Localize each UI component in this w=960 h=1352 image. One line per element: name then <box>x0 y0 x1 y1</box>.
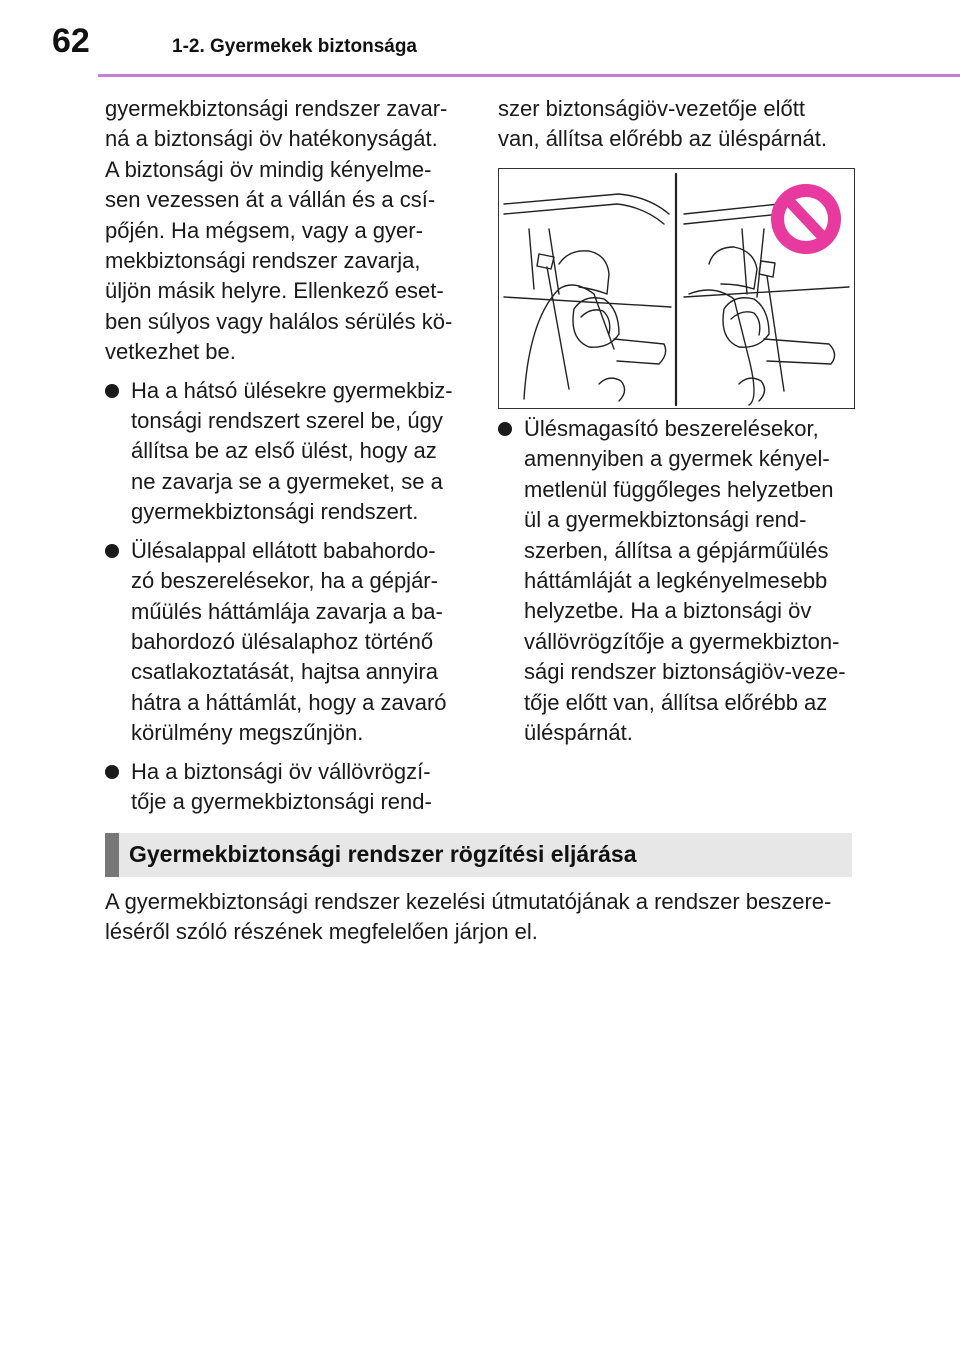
right-column <box>498 94 868 163</box>
text-line: ne zavarja se a gyermeket, se a <box>131 468 443 494</box>
text-line: zó beszerelésekor, ha a gépjár- <box>131 568 438 594</box>
text-line: vállövrögzítője a gyermekbizton- <box>524 628 840 654</box>
header-divider <box>98 74 960 77</box>
bullet-icon <box>105 384 119 398</box>
bullet-list <box>498 414 868 748</box>
text-line: pőjén. Ha mégsem, vagy a gyer- <box>105 217 423 243</box>
text-line: gyermekbiztonsági rendszer zavar- <box>105 96 448 121</box>
continuation-paragraph <box>498 94 868 155</box>
text-line: szer biztonságiöv-vezetője előtt <box>498 96 805 121</box>
section-body <box>105 887 865 948</box>
text-line: sági rendszer biztonságiöv-veze- <box>524 659 846 685</box>
bullet-item <box>105 376 485 528</box>
bullet-item <box>105 757 485 818</box>
text-line: Ha a hátsó ülésekre gyermekbiz- <box>131 377 453 403</box>
section-accent <box>105 833 119 877</box>
text-line: Ha a biztonsági öv vállövrögzí- <box>131 758 431 784</box>
section-title: Gyermekbiztonsági rendszer rögzítési eljárása <box>129 841 637 867</box>
text-line: ül a gyermekbiztonsági rend- <box>524 507 807 533</box>
left-column <box>105 94 485 825</box>
text-line: gyermekbiztonsági rendszert. <box>131 499 419 525</box>
text-line: tője a gyermekbiztonsági rend- <box>131 788 432 814</box>
bullet-item <box>105 536 485 749</box>
text-line: hátra a háttámlát, hogy a zavaró <box>131 689 447 715</box>
text-line: mekbiztonsági rendszer zavarja, <box>105 248 421 274</box>
text-line: amennyiben a gyermek kényel- <box>524 446 830 472</box>
section-reference: 1-2. Gyermekek biztonsága <box>172 36 417 57</box>
text-line: ná a biztonsági öv hatékonyságát. <box>105 126 438 152</box>
prohibited-sign-icon <box>771 184 841 254</box>
text-line: helyzetbe. Ha a biztonsági öv <box>524 598 812 624</box>
text-line: van, állítsa előrébb az üléspárnát. <box>498 126 827 152</box>
intro-paragraph <box>105 94 485 368</box>
seat-belt-illustration <box>498 168 855 409</box>
text-line: szerben, állítsa a gépjárműülés <box>524 537 829 563</box>
text-line: háttámláját a legkényelmesebb <box>524 568 828 594</box>
bullet-list <box>105 376 485 818</box>
bullet-icon <box>105 544 119 558</box>
text-line: tője előtt van, állítsa előrébb az <box>524 689 828 715</box>
text-line: A biztonsági öv mindig kényelme- <box>105 156 432 182</box>
text-line: A gyermekbiztonsági rendszer kezelési útmutatójának a rendszer beszere- <box>105 889 832 914</box>
text-line: ben súlyos vagy halálos sérülés kö- <box>105 308 453 334</box>
text-line: bahordozó ülésalaphoz történő <box>131 628 434 654</box>
text-line: állítsa be az első ülést, hogy az <box>131 438 437 464</box>
section-heading-bar <box>105 833 852 877</box>
text-line: Ülésmagasító beszerelésekor, <box>524 416 819 441</box>
left-panel-drawing <box>504 194 671 401</box>
text-line: műülés háttámlája zavarja a ba- <box>131 598 443 624</box>
text-line: körülmény megszűnjön. <box>131 720 364 746</box>
page-header <box>0 0 960 80</box>
text-line: üljön másik helyre. Ellenkező eset- <box>105 278 444 304</box>
text-line: vetkezhet be. <box>105 339 236 365</box>
page-number: 62 <box>52 22 90 60</box>
bullet-item <box>498 414 868 748</box>
text-line: léséről szóló részének megfelelően járjon el. <box>105 919 538 945</box>
illustration-drawing <box>499 169 854 408</box>
text-line: sen vezessen át a vállán és a csí- <box>105 187 436 213</box>
right-column-bullets <box>498 414 868 756</box>
text-line: csatlakoztatását, hajtsa annyira <box>131 659 438 685</box>
text-line: metlenül függőleges helyzetben <box>524 476 834 502</box>
text-line: Ülésalappal ellátott babahordo- <box>131 537 436 563</box>
bullet-icon <box>498 422 512 436</box>
bullet-icon <box>105 765 119 779</box>
text-line: üléspárnát. <box>524 720 633 746</box>
text-line: tonsági rendszert szerel be, úgy <box>131 408 443 434</box>
